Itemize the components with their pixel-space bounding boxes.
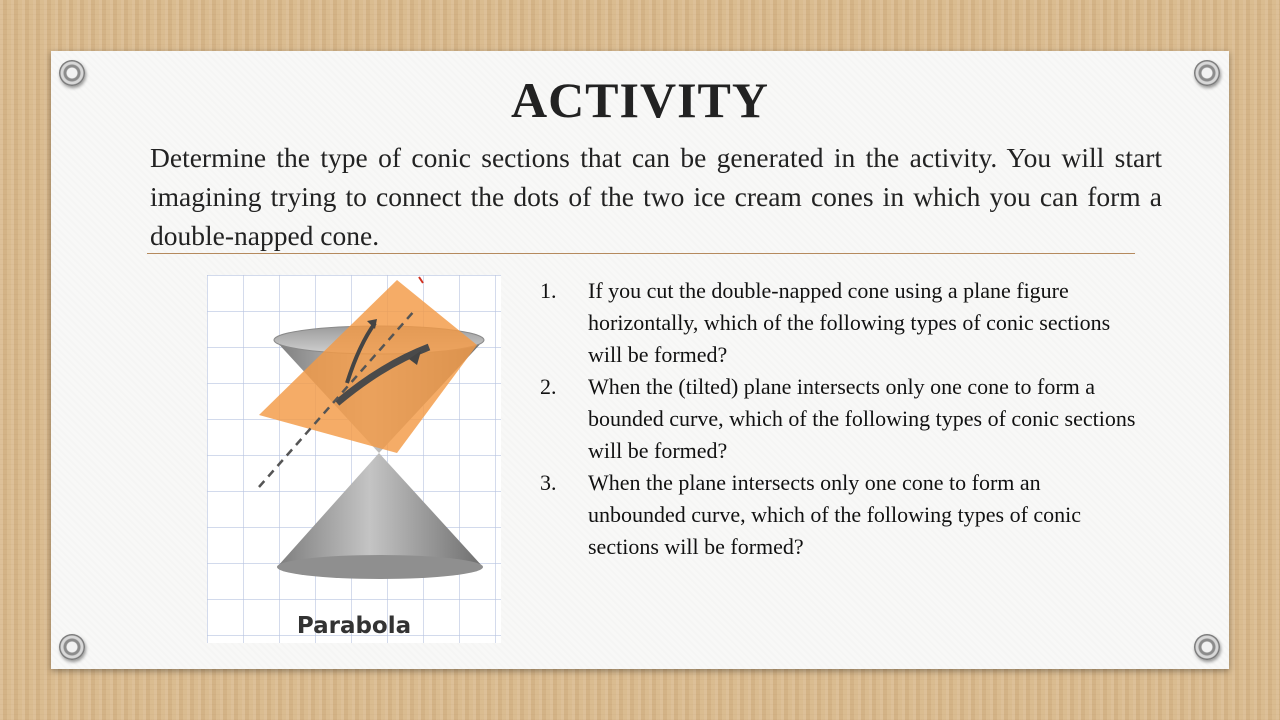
question-list <box>540 275 1140 563</box>
parabola-figure <box>207 275 501 643</box>
lower-cone-base <box>277 555 483 579</box>
pin-icon <box>1194 634 1220 660</box>
question-number: 2. <box>540 374 557 399</box>
question-number: 1. <box>540 278 557 303</box>
question-number: 3. <box>540 470 557 495</box>
slide-title: ACTIVITY <box>510 72 770 128</box>
divider <box>147 253 1135 254</box>
question-item <box>540 467 1140 563</box>
figure-caption: Parabola <box>296 613 412 639</box>
question-text: When the (tilted) plane intersects only one cone to form a bounded curve, which of the following types of conic sections will be formed? <box>588 374 1136 463</box>
cone-illustration <box>207 275 501 643</box>
intro-paragraph: Determine the type of conic sections that can be generated in the activity. You will start imagining trying to connect the dots of the two ice cream cones in which you can form a double-napped cone. <box>150 142 1162 251</box>
question-item <box>540 275 1140 371</box>
question-text: If you cut the double-napped cone using a plane figure horizontally, which of the following types of conic sections will be formed? <box>588 278 1111 367</box>
question-item <box>540 371 1140 467</box>
question-text: When the plane intersects only one cone to form an unbounded curve, which of the following types of conic sections will be formed? <box>588 470 1082 559</box>
pin-icon <box>59 634 85 660</box>
